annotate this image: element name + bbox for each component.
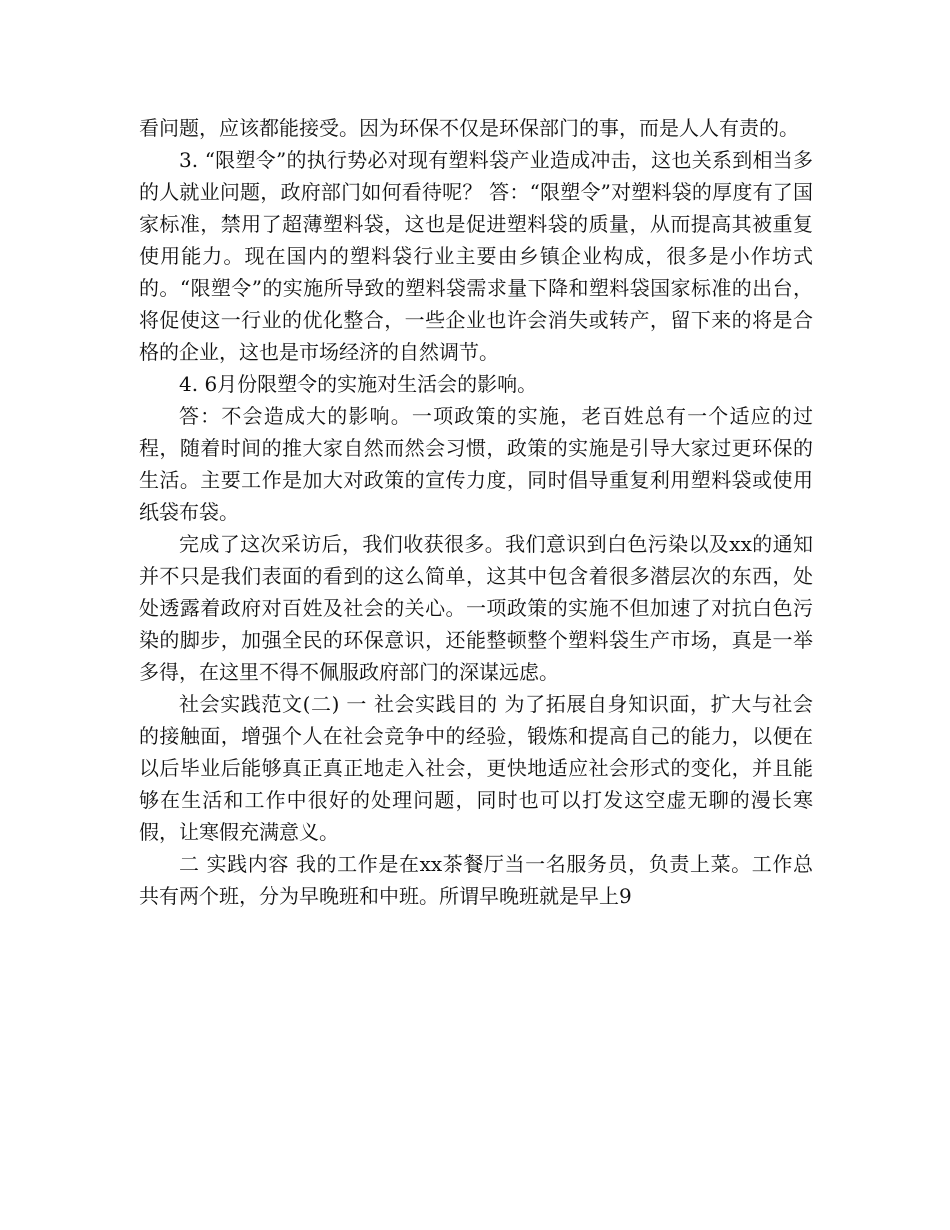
paragraph-practice-purpose: 社会实践范文(二) 一 社会实践目的 为了拓展自身知识面，扩大与社会的接触面，增强个人在社会竞争中的经验，锻炼和提高自己的能力，以便在以后毕业后能够真正真正地走入社会，更快地适应社会形式的变化，并且能够在生活和工作中很好的处理问题，同时也可以打发这空虚无聊的漫长寒假，让寒假充满意义。 <box>139 692 813 844</box>
paragraph-question-3: 3. “限塑令”的执行势必对现有塑料袋产业造成冲击，这也关系到相当多的人就业问题，政府部门如何看待呢？ 答：“限塑令”对塑料袋的厚度有了国家标准，禁用了超薄塑料袋，这也是促进塑料袋的质量，从而提高其被重复使用能力。现在国内的塑料袋行业主要由乡镇企业构成，很多是小作坊式的。“限塑令”的实施所导致的塑料袋需求量下降和塑料袋国家标准的出台，将促使这一行业的优化整合，一些企业也许会消失或转产，留下来的将是合格的企业，这也是市场经济的自然调节。 <box>139 148 813 364</box>
document-body <box>139 112 813 912</box>
paragraph-interview-summary: 完成了这次采访后，我们收获很多。我们意识到白色污染以及xx的通知并不只是我们表面的看到的这么简单，这其中包含着很多潜层次的东西，处处透露着政府对百姓及社会的关心。一项政策的实施不但加速了对抗白色污染的脚步，加强全民的环保意识，还能整顿整个塑料袋生产市场，真是一举多得，在这里不得不佩服政府部门的深谋远虑。 <box>139 532 813 684</box>
paragraph-question-4: 4. 6月份限塑令的实施对生活会的影响。 <box>179 372 538 396</box>
paragraph-answer-4: 答：不会造成大的影响。一项政策的实施，老百姓总有一个适应的过程，随着时间的推大家自然而然会习惯，政策的实施是引导大家过更环保的生活。主要工作是加大对政策的宣传力度，同时倡导重复利用塑料袋或使用纸袋布袋。 <box>139 404 813 524</box>
paragraph-practice-content: 二 实践内容 我的工作是在xx茶餐厅当一名服务员，负责上菜。工作总共有两个班，分为早晚班和中班。所谓早晚班就是早上9 <box>139 852 813 908</box>
paragraph-continuation: 看问题，应该都能接受。因为环保不仅是环保部门的事，而是人人有责的。 <box>139 116 799 140</box>
